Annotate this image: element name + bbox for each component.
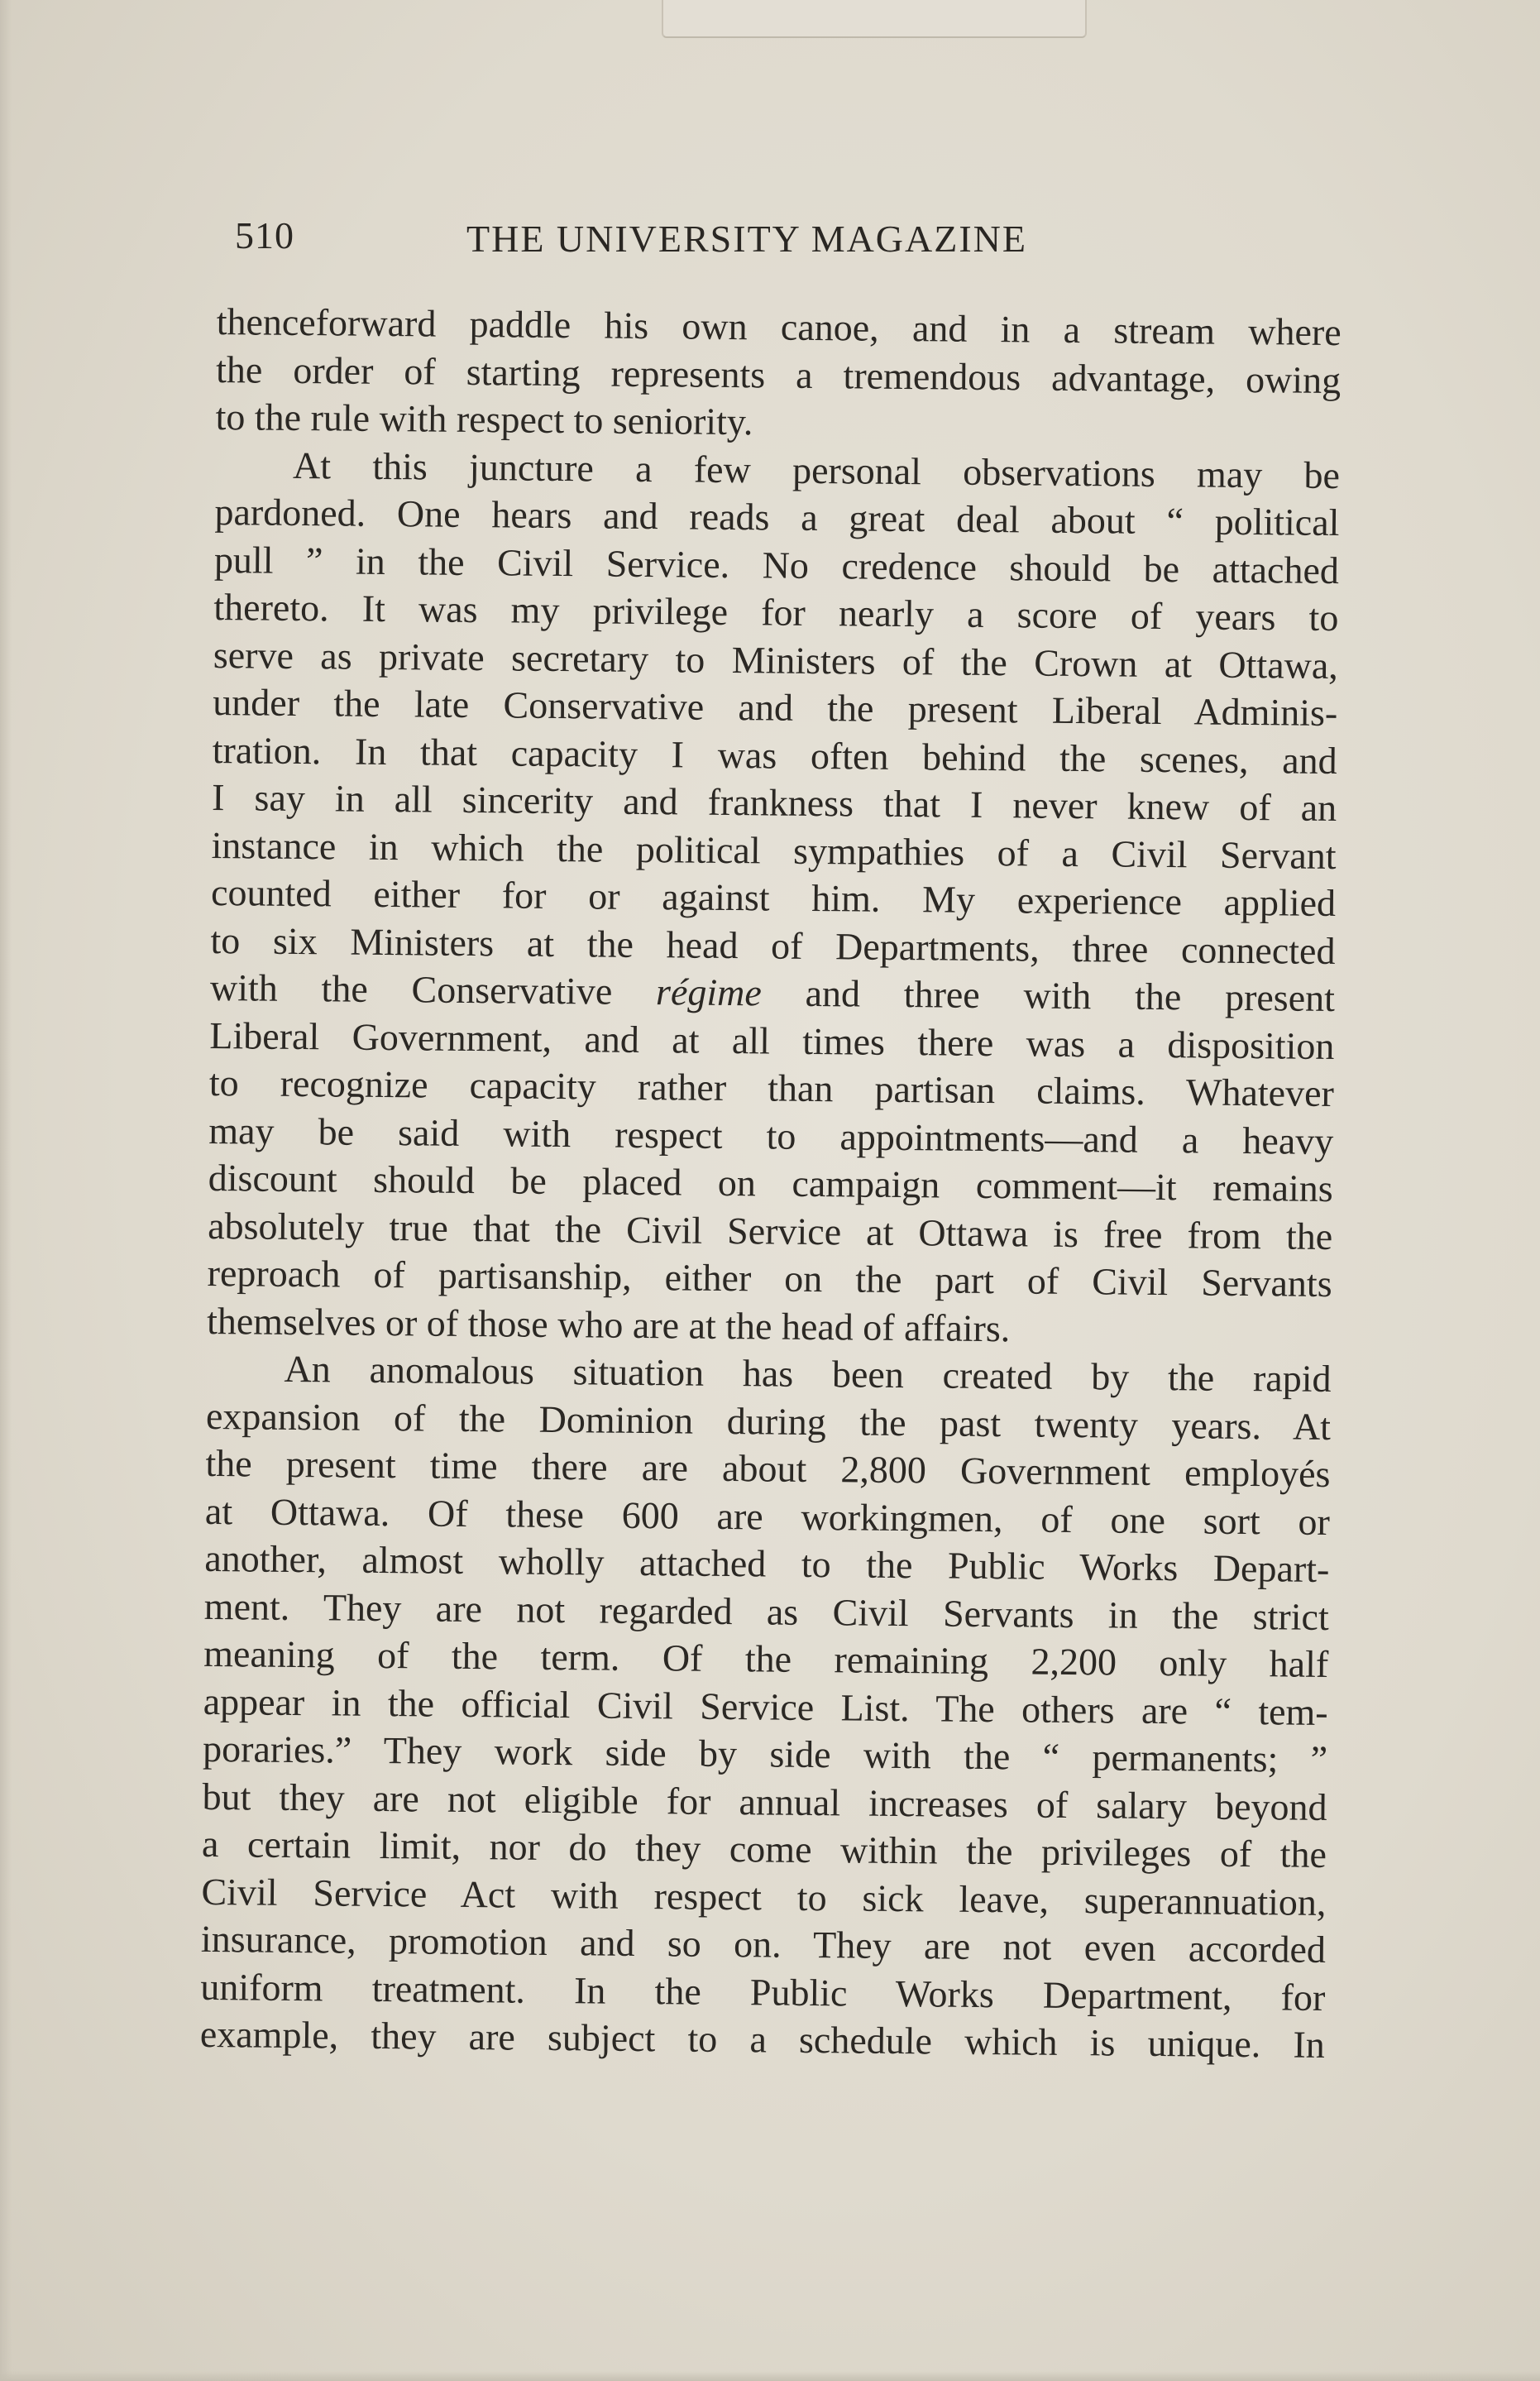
text-line: a certain limit, nor do they come within the privileges of the bbox=[201, 1822, 1327, 1876]
text-line: discount should be placed on campaign comment—it remains bbox=[208, 1156, 1333, 1210]
body-text bbox=[200, 298, 1342, 2068]
text-line: pardoned. One hears and reads a great deal about “ political bbox=[214, 490, 1340, 544]
text-line: to six Ministers at the head of Departments, three connected bbox=[210, 918, 1336, 972]
text-run: and three with the present bbox=[761, 971, 1336, 1020]
text-line: may be said with respect to appointments—and a heavy bbox=[208, 1109, 1334, 1162]
paragraph bbox=[215, 298, 1342, 452]
text-line: poraries.” They work side by side with the “ permanents; ” bbox=[202, 1727, 1328, 1780]
paper-tab-mark bbox=[662, 0, 1087, 38]
text-line: pull ” in the Civil Service. No credence should be attached bbox=[213, 538, 1340, 592]
text-line: ment. They are not regarded as Civil Servants in the strict bbox=[203, 1584, 1330, 1638]
text-line: appear in the official Civil Service List. The others are “ tem- bbox=[203, 1679, 1328, 1733]
text-line: An anomalous situation has been created by the rapid bbox=[284, 1347, 1332, 1400]
text-line: under the late Conservative and the present Liberal Adminis- bbox=[213, 680, 1338, 735]
page-left-edge bbox=[0, 0, 12, 2381]
text-line: at Ottawa. Of these 600 are workingmen, of one sort or bbox=[204, 1489, 1331, 1543]
text-line: thenceforward paddle his own canoe, and in a stream where bbox=[216, 299, 1342, 354]
text-line: thereto. It was my privilege for nearly a score of years to bbox=[213, 585, 1339, 640]
text-line: instance in which the political sympathies of a Civil Servant bbox=[211, 823, 1337, 877]
text-line: I say in all sincerity and frankness that I never knew of an bbox=[211, 775, 1337, 830]
text-line: reproach of partisanship, either on the part of Civil Servants bbox=[207, 1251, 1332, 1305]
text-line: counted either for or against him. My experience applied bbox=[210, 870, 1337, 925]
running-title: THE UNIVERSITY MAGAZINE bbox=[466, 218, 1027, 260]
text-line: to the rule with respect to seniority. bbox=[215, 395, 753, 443]
italic-term: régime bbox=[655, 970, 763, 1014]
text-line: another, almost wholly attached to the Public Works Depart- bbox=[204, 1536, 1330, 1590]
text-line: Liberal Government, and at all times there was a disposition bbox=[209, 1013, 1335, 1067]
text-line: but they are not eligible for annual increases of salary beyond bbox=[202, 1775, 1327, 1828]
text-run: with the Conservative bbox=[209, 965, 657, 1013]
text-line: themselves or of those who are at the head of affairs. bbox=[206, 1299, 1011, 1349]
text-line: to recognize capacity rather than partisan claims. Whatever bbox=[208, 1061, 1335, 1115]
text-line: meaning of the term. Of the remaining 2,200 only half bbox=[203, 1631, 1329, 1685]
text-line: expansion of the Dominion during the past twenty years. At bbox=[205, 1394, 1332, 1448]
page-number: 510 bbox=[235, 214, 294, 256]
text-line: absolutely true that the Civil Service at Ottawa is free from the bbox=[207, 1204, 1333, 1258]
text-line: Civil Service Act with respect to sick leave, superannuation, bbox=[201, 1870, 1327, 1923]
text-line: serve as private secretary to Ministers of the Crown at Ottawa, bbox=[213, 633, 1339, 687]
text-line: insurance, promotion and so on. They are not even accorded bbox=[200, 1917, 1327, 1971]
paragraph bbox=[207, 440, 1340, 1355]
text-line: uniform treatment. In the Public Works Department, for bbox=[200, 1965, 1326, 2019]
page-bottom-edge bbox=[0, 2371, 1540, 2381]
running-header bbox=[235, 213, 1136, 271]
text-line: the order of starting represents a tremendous advantage, owing bbox=[215, 347, 1342, 401]
paragraph bbox=[200, 1344, 1332, 2069]
text-line: the present time there are about 2,800 Government employés bbox=[205, 1441, 1331, 1495]
text-line: At this juncture a few personal observations may be bbox=[292, 443, 1341, 496]
text-line: example, they are subject to a schedule which is unique. In bbox=[199, 2012, 1326, 2066]
text-line: tration. In that capacity I was often behind the scenes, and bbox=[212, 728, 1337, 782]
